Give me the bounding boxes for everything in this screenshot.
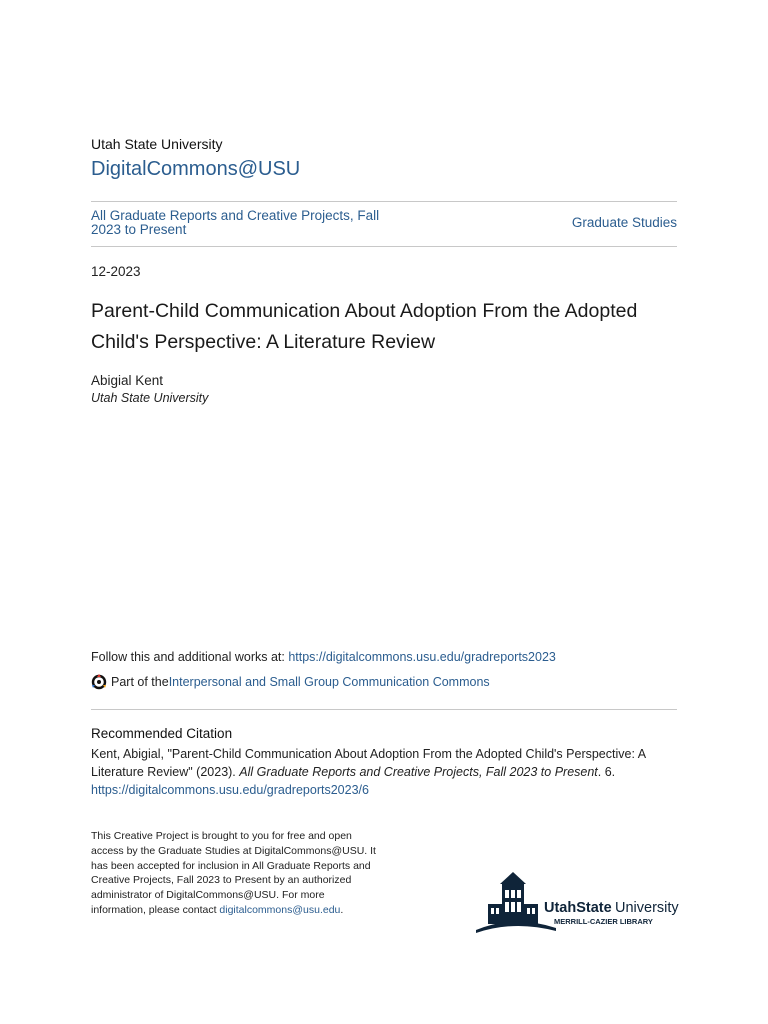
collection-link[interactable]: All Graduate Reports and Creative Projects, Fall 2023 to Present [91, 208, 380, 237]
logo-library-name: MERRILL-CAZIER LIBRARY [554, 917, 653, 926]
header-divider [91, 246, 677, 247]
institution-name: Utah State University [91, 136, 223, 152]
commons-link[interactable]: Interpersonal and Small Group Communication Commons [168, 675, 490, 689]
usu-library-logo [474, 870, 684, 934]
usu-building-icon [474, 870, 684, 934]
notice-end: . [340, 903, 344, 916]
citation-url-link[interactable]: https://digitalcommons.usu.edu/gradreports2023/6 [91, 783, 369, 797]
follow-prefix: Follow this and additional works at: [91, 650, 289, 664]
author-affiliation: Utah State University [91, 391, 209, 405]
citation-start: Kent, Abigial, "Parent-Child Communication About Adoption From the Adopted Child's Perspective: A Literature Review" (2023). [91, 747, 646, 779]
follow-line [91, 650, 556, 664]
part-of-prefix: Part of the [111, 675, 169, 689]
citation-series: All Graduate Reports and Creative Projects, Fall 2023 to Present [239, 765, 598, 779]
notice-text: This Creative Project is brought to you for free and open access by the Graduate Studies at DigitalCommons@USU. It has been accepted for inclusion in All Graduate Reports and Creative Projects, Fall 2023 to Present by an authorized administrator of DigitalCommons@USU. For more information, please contact [91, 830, 376, 916]
recommended-citation-heading: Recommended Citation [91, 726, 233, 741]
document-title: Parent-Child Communication About Adoption From the Adopted Child's Perspective: A Literature Review [91, 300, 638, 353]
citation-text [91, 745, 681, 799]
publication-date: 12-2023 [91, 264, 141, 279]
part-of-line [90, 673, 490, 691]
logo-brand-bold: UtahState [544, 900, 612, 916]
department-link[interactable]: Graduate Studies [571, 215, 677, 230]
citation-divider [91, 709, 677, 710]
network-logo-icon [90, 673, 108, 691]
access-notice [91, 829, 381, 918]
top-divider [91, 201, 677, 202]
repository-link[interactable]: DigitalCommons@USU [91, 158, 301, 180]
citation-end: . 6. [597, 765, 616, 779]
contact-email-link[interactable]: digitalcommons@usu.edu [219, 903, 341, 916]
author-name: Abigial Kent [91, 373, 164, 388]
follow-url-link[interactable]: https://digitalcommons.usu.edu/gradreports2023 [288, 650, 556, 664]
logo-brand-light: University [615, 900, 679, 916]
